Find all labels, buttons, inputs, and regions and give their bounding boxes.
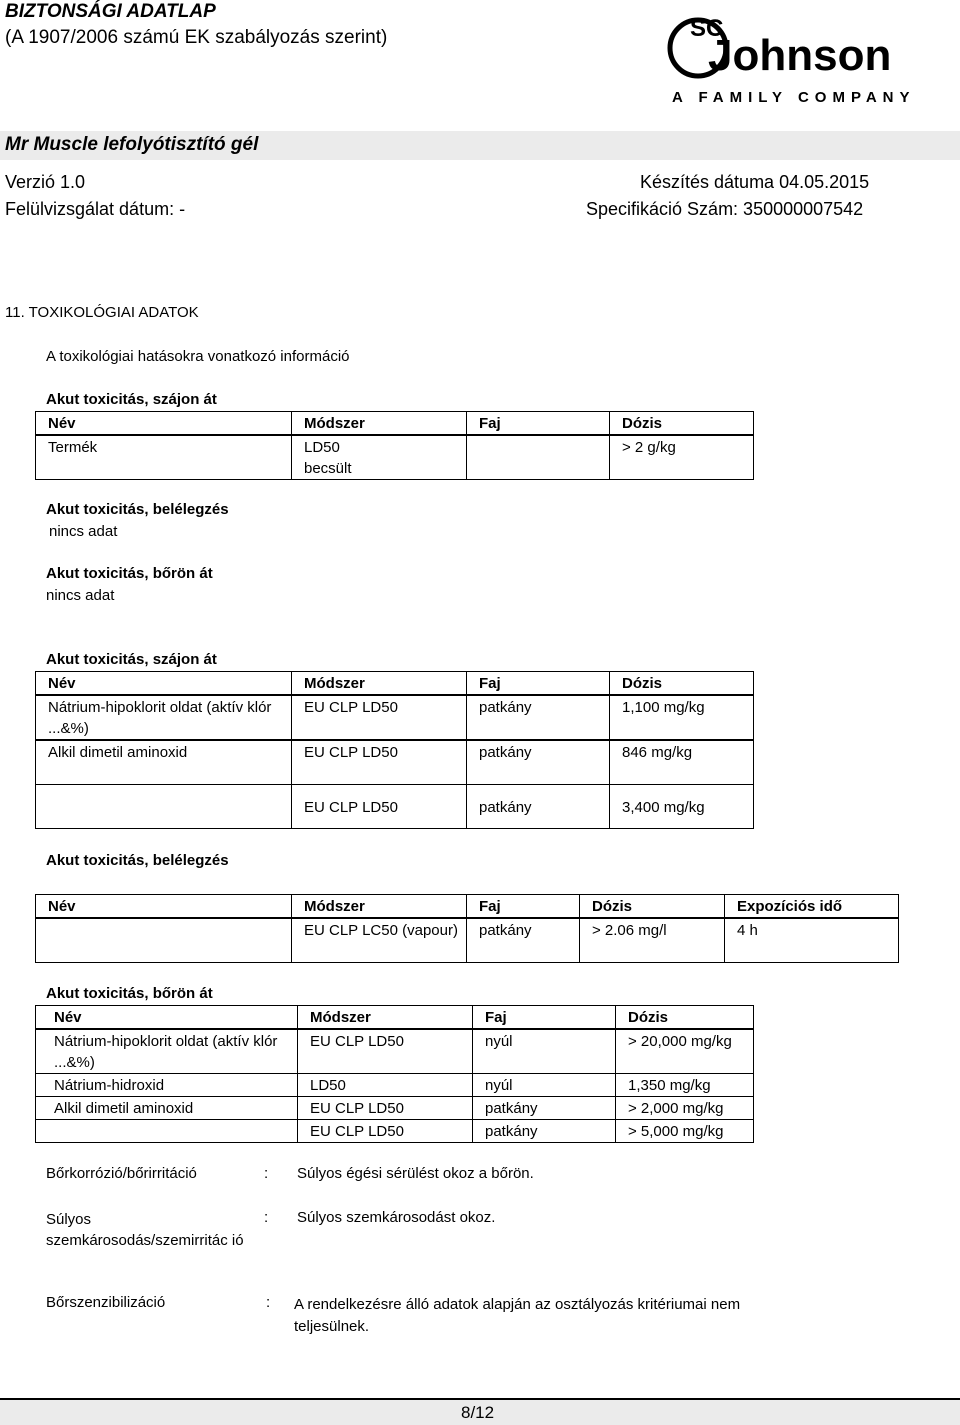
creation-date: Készítés dátuma 04.05.2015: [640, 172, 870, 192]
cell-method: EU CLP LD50: [292, 695, 467, 740]
table-row: [36, 695, 754, 740]
product-oral-heading: Akut toxicitás, szájon át: [46, 391, 217, 408]
version: Verzió 1.0: [5, 172, 86, 192]
cell-dose: > 2,000 mg/kg: [616, 1097, 754, 1120]
cell-name: [36, 1120, 298, 1143]
prop-label-sensitization: Bőrszenzibilizáció: [46, 1294, 166, 1311]
svg-text:A FAMILY COMPANY: A FAMILY COMPANY: [672, 89, 916, 106]
table-row: [36, 740, 754, 784]
col-faj: Faj: [467, 895, 580, 919]
cell-dose: > 5,000 mg/kg: [616, 1120, 754, 1143]
product-inhal-value: nincs adat: [49, 523, 118, 540]
cell-species: nyúl: [473, 1074, 616, 1097]
prop-colon: :: [264, 1165, 269, 1182]
cell-species: nyúl: [473, 1029, 616, 1074]
sc-johnson-logo: [668, 8, 916, 108]
cell-name: [36, 784, 292, 828]
cell-method: EU CLP LC50 (vapour): [292, 918, 467, 962]
col-nev: Név: [36, 412, 292, 436]
cell-species: patkány: [467, 740, 610, 784]
table-row: [36, 1120, 754, 1143]
comp-dermal-table: [35, 1005, 754, 1143]
cell-dose: > 2.06 mg/l: [580, 918, 725, 962]
col-nev: Név: [36, 1006, 298, 1030]
col-modszer: Módszer: [298, 1006, 473, 1030]
prop-value-sensitization: A rendelkezésre álló adatok alapján az osztályozás kritériumai nem teljesülnek.: [294, 1296, 741, 1335]
product-name: Mr Muscle lefolyótisztító gél: [5, 134, 259, 155]
cell-name: Alkil dimetil aminoxid: [36, 1097, 298, 1120]
cell-species: patkány: [467, 695, 610, 740]
col-dozis: Dózis: [580, 895, 725, 919]
prop-colon: :: [264, 1209, 269, 1226]
col-faj: Faj: [473, 1006, 616, 1030]
col-modszer: Módszer: [292, 412, 467, 436]
comp-oral-table: [35, 671, 754, 829]
prop-label-skin-corrosion: Bőrkorrózió/bőrirritáció: [46, 1165, 197, 1182]
table-row: [36, 784, 754, 828]
cell-method: EU CLP LD50: [298, 1097, 473, 1120]
col-dozis: Dózis: [610, 412, 754, 436]
cell-species: patkány: [473, 1120, 616, 1143]
page-number: 8/12: [461, 1403, 495, 1422]
col-faj: Faj: [467, 412, 610, 436]
cell-species: patkány: [473, 1097, 616, 1120]
document-title: BIZTONSÁGI ADATLAP: [5, 1, 216, 22]
cell-time: 4 h: [725, 918, 899, 962]
cell-method: EU CLP LD50: [292, 784, 467, 828]
comp-inhal-heading: Akut toxicitás, belélegzés: [46, 852, 229, 869]
table-row: [36, 1074, 754, 1097]
cell-dose: 1,350 mg/kg: [616, 1074, 754, 1097]
section-title: 11. TOXIKOLÓGIAI ADATOK: [5, 304, 199, 321]
comp-dermal-heading: Akut toxicitás, bőrön át: [46, 985, 213, 1002]
product-oral-table: [35, 411, 754, 480]
product-dermal-value: nincs adat: [46, 587, 115, 604]
table-row: [36, 1029, 754, 1074]
svg-text:SC: SC: [690, 15, 724, 42]
cell-species: patkány: [467, 918, 580, 962]
col-dozis: Dózis: [610, 672, 754, 696]
cell-dose: > 2 g/kg: [610, 435, 754, 480]
cell-dose: 846 mg/kg: [610, 740, 754, 784]
cell-species: patkány: [467, 784, 610, 828]
comp-oral-heading: Akut toxicitás, szájon át: [46, 651, 217, 668]
product-dermal-heading: Akut toxicitás, bőrön át: [46, 565, 213, 582]
cell-dose: 1,100 mg/kg: [610, 695, 754, 740]
cell-name: [36, 918, 292, 962]
col-modszer: Módszer: [292, 895, 467, 919]
cell-name: Termék: [36, 435, 292, 480]
table-row: [36, 1097, 754, 1120]
prop-value-eye-damage: Súlyos szemkárosodást okoz.: [297, 1209, 496, 1226]
col-exposure-time: Expozíciós idő: [725, 895, 899, 919]
cell-name: Alkil dimetil aminoxid: [36, 740, 292, 784]
info-title: A toxikológiai hatásokra vonatkozó információ: [46, 348, 350, 365]
col-nev: Név: [36, 672, 292, 696]
cell-name: Nátrium-hidroxid: [36, 1074, 298, 1097]
cell-method: LD50 becsült: [292, 435, 467, 480]
table-row: [36, 918, 899, 962]
cell-dose: > 20,000 mg/kg: [616, 1029, 754, 1074]
cell-method: LD50: [298, 1074, 473, 1097]
comp-inhal-table: [35, 894, 899, 963]
product-inhal-heading: Akut toxicitás, belélegzés: [46, 501, 229, 518]
cell-name: Nátrium-hipoklorit oldat (aktív klór ...&%): [36, 1029, 298, 1074]
prop-label-eye-damage: Súlyos szemkárosodás/szemirritác ió: [46, 1211, 244, 1249]
cell-method: EU CLP LD50: [292, 740, 467, 784]
revision-date: Felülvizsgálat dátum: -: [5, 199, 186, 219]
col-faj: Faj: [467, 672, 610, 696]
cell-method: EU CLP LD50: [298, 1029, 473, 1074]
table-row: [36, 435, 754, 480]
cell-species: [467, 435, 610, 480]
prop-colon: :: [266, 1294, 271, 1311]
col-dozis: Dózis: [616, 1006, 754, 1030]
cell-method: EU CLP LD50: [298, 1120, 473, 1143]
prop-value-skin-corrosion: Súlyos égési sérülést okoz a bőrön.: [297, 1165, 534, 1182]
col-nev: Név: [36, 895, 292, 919]
cell-name: Nátrium-hipoklorit oldat (aktív klór ...&%): [36, 695, 292, 740]
cell-dose: 3,400 mg/kg: [610, 784, 754, 828]
spec-number: Specifikáció Szám: 350000007542: [586, 199, 864, 219]
svg-text:Johnson: Johnson: [708, 31, 892, 80]
col-modszer: Módszer: [292, 672, 467, 696]
document-subtitle: (A 1907/2006 számú EK szabályozás szerint): [5, 27, 388, 48]
